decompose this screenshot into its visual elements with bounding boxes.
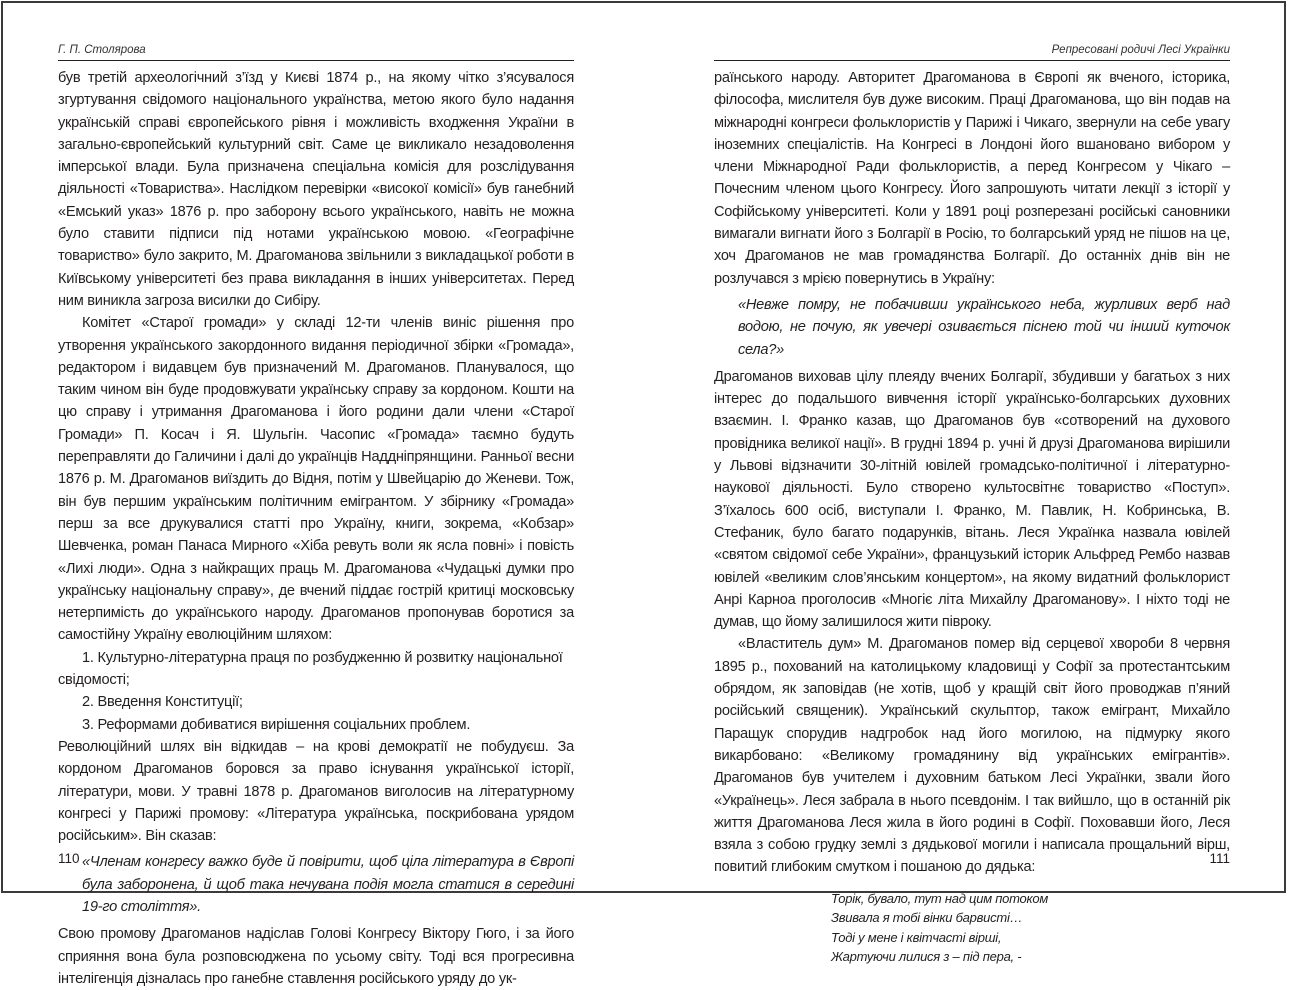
poem xyxy=(714,889,1230,967)
paragraph: Драгоманов виховав цілу плеяду вчених Болгарії, збудивши у багатьох з них інтерес до подальшого вивчення історії українсько-болгарських духовних взаємин. І. Франко казав, що Драгоманов був «сотворений на духового провідника великої нації». В грудні 1894 р. учні й друзі Драгоманова вирішили у Львові відзначити 30-літній ювілей громадсько-політичної і літературно-наукової діяльності. Було створено культосвітнє товариство «Поступ». З’їхалось 600 осіб, виступали І. Франко, М. Павлик, Н. Кобринська, В. Стефаник, було багато подарунків, вітань. Леся Українка назвала ювілей «святом свідомої себе України», французький історик Альфред Рембо назвав ювілей «великим слов’янським концертом», на якому видатний фольклорист Анрі Карноа проголосив «Многіє літа Михайлу Драгоманову». І ніхто тоді не думав, що йому залишилося жити півроку. xyxy=(714,368,1230,631)
list-item: 1. Культурно-літературна праця по розбудженню й розвитку національної свідомості; xyxy=(58,649,563,689)
poem-line: Жартуючи лилися з – під пера, - xyxy=(831,949,1022,965)
paragraph: був третій археологічний з’їзд у Києві 1874 р., на якому чітко з’ясувалося згуртування свідомого національного українства, метою якого було надання українській справі європейського рівня і можливість входження України в загально-європейський культурний світ. Саме це викликало незадоволення імперської влади. Була призначена спеціальна комісія для розслідування діяльності «Товариства». Наслідком перевірки «високої комісії» був ганебний «Емський указ» 1876 р. про заборону всього українського, навіть не можна було ставити підписи під нотами українською мовою. «Географічне товариство» було закрито, М. Драгоманова звільнили з викладацької роботи в Київському університеті без права викладання в інших університетах. Перед ним виникла загроза висилки до Сибіру. xyxy=(58,70,574,309)
poem-line: Торік, бувало, тут над цим потоком xyxy=(831,890,1049,906)
list-item: 3. Реформами добиватися вирішення соціальних проблем. xyxy=(82,716,471,733)
paragraph: раїнського народу. Авторитет Драгоманова в Європі як вченого, історика, філософа, мислителя був дуже високим. Праці Драгоманова, що він подав на міжнародні конгреси фольклористів у Парижі і Чикаго, звернули на себе увагу іноземних спеціалістів. На Конгресі в Лондоні його вшановано вибором у члени Міжнародної Ради фольклористів, а перед Конгресом у Чікаго – Почесним членом цього Конгресу. Його запрошують читати лекції з історії у Софійському університеті. Коли у 1891 році розперезані російські сановники вимагали вигнати його з Болгарії в Росію, то болгарський уряд не пішов на це, хоч Драгоманов не мав громадянства Болгарії. До останніх днів він не розлучався з мрією повернутись в Україну: xyxy=(714,70,1230,287)
block-quote: «Членам конгресу важко буде й повірити, щоб ціла література в Європі була заборонена, й щоб така нечувана подія могла статися в середині 19-го століття». xyxy=(82,854,574,915)
list-item: 2. Введення Конституції; xyxy=(82,694,243,711)
running-head-title: Репресовані родичі Лесі Українки xyxy=(714,43,1230,61)
right-page-body xyxy=(714,67,1230,967)
paragraph: Комітет «Старої громади» у складі 12-ти членів виніс рішення про утворення українського закордонного видання періодичної збірки «Громада», редактором і видавцем був призначений М. Драгоманов. Планувалося, що таким чином він буде продовжувати українську справу за кордоном. Кошти на цю справу і утримання Драгоманова і його родини дали члени «Старої Громади» П. Косач і Я. Шульгін. Часопис «Громада» таємно будуть переправляти до Галичини і далі до українців Наддніпрянщини. Ранньої весни 1876 р. М. Драгоманов виїздить до Відня, потім у Швейцарію до Женеви. Тож, він був першим українським політичним емігрантом. У збірнику «Громада» перш за все друкувалися статті про Україну, книги, зокрема, «Кобзар» Шевченка, роман Панаса Мирного «Хіба ревуть воли як ясла повні» і повість «Лихі люди». Одна з найкращих праць М. Драгоманова «Чудацькі думки про українську національну справу», де вчений піддає гострій критиці московську нетерпимість до українського народу. Драгоманов пропонував боротися за самостійну Україну еволюційним шляхом: xyxy=(58,315,574,644)
paragraph: Революційний шлях він відкидав – на крові демократії не побудуєш. За кордоном Драгоманов боровся за право існування української історії, літератури, мови. У травні 1878 р. Драгоманов виголосив на літературному конгресі у Парижі промову: «Література українська, поскрибована урядом російським». Він сказав: xyxy=(58,738,574,845)
poem-line: Тоді у мене і квітчасті вірші, xyxy=(831,929,1002,945)
page-number: 110 xyxy=(58,851,80,866)
page-number: 111 xyxy=(1209,851,1230,866)
left-page-body xyxy=(58,67,574,990)
poem-line: Звивала я тобі вінки барвисті… xyxy=(831,910,1023,926)
paragraph: «Властитель дум» М. Драгоманов помер від серцевої хвороби 8 червня 1895 р., похований на католицькому кладовищі у Софії за протестантським обрядом, як заповідав (не хотів, щоб у кращій світ його проводжав п’яний російський священик). Український скульптор, також емігрант, Михайло Паращук спорудив надгробок над його могилою, на підмурку якого викарбовано: «Великому громадянину від українських емігрантів». Драгоманов був учителем і духовним батьком Лесі Українки, звали його «Українець». Леся забрала в нього псевдонім. І так вийшло, що в останній рік життя Драгоманова Леся жила в його родині в Софії. Поховавши його, Леся взяла з собою грудку землі з дядькової могили і написала прощальний вірш, повитий глибоким смутком і пошаною до дядька: xyxy=(714,636,1230,876)
block-quote: «Невже помру, не побачивши українського неба, журливих верб над водою, не почую, як увечері озивається піснею той чи інший куточок села?» xyxy=(738,296,1230,358)
paragraph: Свою промову Драгоманов надіслав Голові Конгресу Віктору Гюго, і за його сприяння вона була розповсюджена по усьому світу. Тоді вся прогресивна інтелігенція дізналась про ганебне ставлення російського уряду до ук- xyxy=(58,926,574,987)
running-head-author: Г. П. Столярова xyxy=(58,43,574,61)
book-spread xyxy=(1,1,1286,987)
